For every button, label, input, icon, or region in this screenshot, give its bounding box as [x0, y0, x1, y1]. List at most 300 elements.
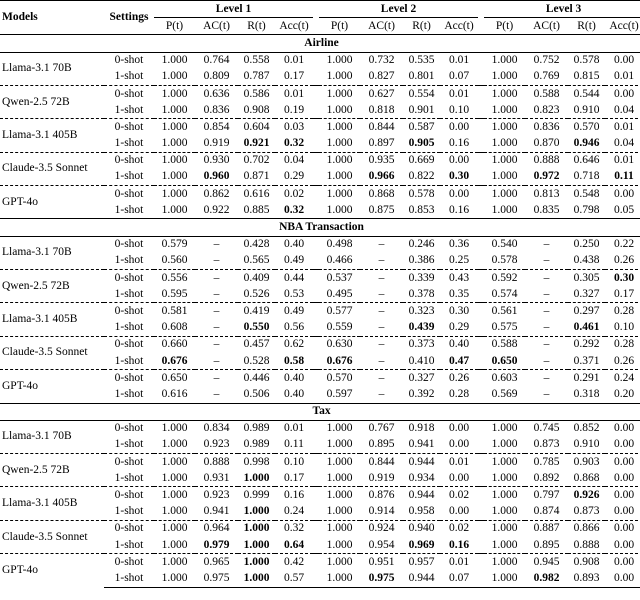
value-cell: 0.40: [440, 336, 478, 353]
value-cell: 0.01: [613, 70, 635, 83]
value-cell: –: [195, 370, 238, 387]
metric-header: P(t): [154, 18, 195, 35]
value-cell: 0.646: [568, 152, 605, 169]
value-cell: 0.10: [613, 321, 635, 334]
setting-cell: 0-shot: [104, 487, 154, 504]
value-cell: 0.941: [203, 505, 230, 518]
value-cell: 0.954: [368, 538, 395, 551]
value-cell: 1.000: [154, 520, 195, 537]
value-cell: 0.40: [283, 238, 305, 251]
value-cell: 0.446: [238, 370, 275, 387]
value-cell: 0.561: [484, 303, 525, 320]
table-row: [0, 454, 640, 471]
value-cell: 0.17: [283, 70, 305, 83]
value-cell: 0.823: [533, 103, 560, 116]
value-cell: 0.951: [360, 554, 403, 571]
value-cell: 0.01: [283, 54, 305, 67]
value-cell: 0.941: [408, 438, 435, 451]
value-cell: 0.327: [573, 287, 600, 300]
value-cell: 0.924: [360, 520, 403, 537]
table-row: [0, 186, 640, 203]
table-row: [0, 236, 640, 253]
value-cell: 0.30: [440, 303, 478, 320]
value-cell: –: [543, 254, 550, 267]
value-cell: 0.871: [243, 170, 270, 183]
model-name: Qwen-2.5 72B: [0, 454, 104, 487]
value-cell: 0.01: [440, 85, 478, 102]
value-cell: 0.07: [440, 570, 478, 587]
value-cell: 0.853: [408, 203, 435, 216]
value-cell: 0.897: [368, 137, 395, 150]
value-cell: 0.944: [403, 487, 440, 504]
value-cell: 0.378: [408, 287, 435, 300]
section-row: [0, 403, 640, 420]
value-cell: 0.989: [243, 422, 270, 435]
value-cell: 0.862: [195, 186, 238, 203]
metric-header: Acc(t): [275, 18, 313, 35]
value-cell: 0.00: [440, 152, 478, 169]
value-cell: –: [378, 254, 385, 267]
value-cell: 1.000: [326, 103, 353, 116]
value-cell: 0.20: [613, 387, 635, 400]
value-cell: 0.875: [368, 203, 395, 216]
value-cell: 0.373: [403, 336, 440, 353]
value-cell: 1.000: [154, 119, 195, 136]
value-cell: 0.02: [275, 186, 313, 203]
value-cell: 0.608: [161, 321, 188, 334]
value-cell: 1.000: [484, 454, 525, 471]
value-cell: 0.16: [448, 538, 470, 551]
value-cell: 0.01: [440, 454, 478, 471]
metric-header: AC(t): [360, 18, 403, 35]
value-cell: 0.56: [283, 321, 305, 334]
value-cell: 0.964: [195, 520, 238, 537]
setting-cell: 1-shot: [114, 287, 144, 300]
value-cell: 0.00: [613, 505, 635, 518]
value-cell: 1.000: [238, 520, 275, 537]
value-cell: 0.895: [533, 538, 560, 551]
value-cell: 0.888: [195, 454, 238, 471]
value-cell: 0.999: [238, 487, 275, 504]
value-cell: 0.892: [533, 471, 560, 484]
value-cell: 1.000: [484, 85, 525, 102]
value-cell: 0.797: [525, 487, 568, 504]
setting-cell: 0-shot: [104, 270, 154, 287]
value-cell: 0.569: [491, 387, 518, 400]
value-cell: 0.559: [326, 321, 353, 334]
value-cell: 0.64: [283, 538, 305, 551]
section-title: NBA Transaction: [0, 219, 640, 236]
table-row: [0, 52, 640, 69]
setting-cell: 1-shot: [114, 170, 144, 183]
value-cell: –: [378, 354, 385, 367]
value-cell: 0.00: [605, 186, 640, 203]
value-cell: 0.960: [203, 170, 230, 183]
setting-cell: 1-shot: [114, 538, 144, 551]
value-cell: 0.558: [243, 54, 270, 67]
value-cell: –: [195, 303, 238, 320]
value-cell: 0.00: [613, 422, 635, 435]
value-cell: 0.930: [195, 152, 238, 169]
value-cell: 0.565: [243, 254, 270, 267]
value-cell: 0.669: [403, 152, 440, 169]
value-cell: 0.813: [525, 186, 568, 203]
value-cell: 0.982: [525, 570, 568, 587]
value-cell: 0.30: [448, 170, 470, 183]
value-cell: 0.371: [573, 354, 600, 367]
value-cell: 0.29: [283, 170, 305, 183]
value-cell: 0.318: [573, 387, 600, 400]
value-cell: 0.979: [203, 538, 230, 551]
value-cell: 0.32: [275, 520, 313, 537]
value-cell: 1.000: [243, 471, 270, 484]
value-cell: 0.25: [448, 254, 470, 267]
value-cell: 1.000: [319, 487, 360, 504]
table-row: [0, 303, 640, 320]
setting-cell: 1-shot: [114, 438, 144, 451]
value-cell: 0.438: [573, 254, 600, 267]
metric-header: AC(t): [195, 18, 238, 35]
value-cell: 0.32: [283, 137, 305, 150]
metric-header: R(t): [568, 18, 605, 35]
value-cell: 1.000: [326, 538, 353, 551]
value-cell: –: [525, 270, 568, 287]
section-row: [0, 35, 640, 52]
value-cell: 0.636: [195, 85, 238, 102]
model-name: Llama-3.1 70B: [2, 246, 72, 259]
value-cell: 0.586: [238, 85, 275, 102]
value-cell: 1.000: [154, 152, 195, 169]
value-cell: 0.752: [533, 54, 560, 67]
value-cell: 1.000: [326, 70, 353, 83]
value-cell: –: [543, 287, 550, 300]
value-cell: 0.04: [613, 137, 635, 150]
value-cell: 0.323: [403, 303, 440, 320]
value-cell: 0.868: [360, 186, 403, 203]
model-name: Claude-3.5 Sonnet: [0, 336, 104, 369]
table-row: [0, 487, 640, 504]
value-cell: 0.297: [568, 303, 605, 320]
value-cell: 0.560: [161, 254, 188, 267]
setting-cell: 1-shot: [114, 354, 144, 367]
value-cell: 0.461: [573, 321, 600, 334]
value-cell: –: [543, 354, 550, 367]
value-cell: 0.579: [161, 238, 188, 251]
value-cell: 1.000: [319, 85, 360, 102]
value-cell: 1.000: [154, 554, 195, 571]
value-cell: 1.000: [326, 471, 353, 484]
value-cell: 0.931: [203, 471, 230, 484]
value-cell: 0.785: [525, 454, 568, 471]
setting-cell: 0-shot: [104, 336, 154, 353]
value-cell: 0.578: [403, 186, 440, 203]
value-cell: 1.000: [484, 554, 525, 571]
value-cell: 1.000: [491, 137, 518, 150]
value-cell: 0.676: [161, 354, 188, 367]
value-cell: 0.888: [525, 152, 568, 169]
value-cell: 1.000: [154, 186, 195, 203]
value-cell: 0.428: [243, 238, 270, 251]
value-cell: 1.000: [484, 520, 525, 537]
table-row: [0, 119, 640, 136]
model-name: Llama-3.1 405B: [0, 303, 104, 336]
value-cell: 1.000: [484, 186, 525, 203]
value-cell: 1.000: [154, 570, 195, 587]
value-cell: 0.592: [484, 270, 525, 287]
value-cell: 0.944: [403, 570, 440, 587]
value-cell: 0.526: [243, 287, 270, 300]
value-cell: 1.000: [238, 554, 275, 571]
value-cell: 0.457: [238, 336, 275, 353]
value-cell: 1.000: [243, 538, 270, 551]
value-cell: 0.588: [484, 336, 525, 353]
value-cell: 0.250: [573, 238, 600, 251]
value-cell: 0.603: [484, 370, 525, 387]
setting-cell: 0-shot: [104, 303, 154, 320]
value-cell: 1.000: [161, 538, 188, 551]
value-cell: 1.000: [491, 422, 518, 435]
value-cell: –: [195, 336, 238, 353]
value-cell: 0.305: [568, 270, 605, 287]
value-cell: 1.000: [326, 438, 353, 451]
value-cell: 0.548: [568, 186, 605, 203]
table-row: [0, 336, 640, 353]
setting-cell: 1-shot: [114, 203, 144, 216]
value-cell: 0.00: [605, 85, 640, 102]
value-cell: 0.10: [448, 103, 470, 116]
model-name: Llama-3.1 405B: [0, 119, 104, 152]
value-cell: –: [543, 387, 550, 400]
table-row: [0, 520, 640, 537]
value-cell: 0.787: [243, 70, 270, 83]
value-cell: 0.745: [533, 422, 560, 435]
value-cell: 0.989: [243, 438, 270, 451]
value-cell: 0.62: [275, 336, 313, 353]
value-cell: 0.16: [448, 203, 470, 216]
value-cell: 1.000: [484, 570, 525, 587]
value-cell: 0.53: [283, 287, 305, 300]
value-cell: 0.506: [243, 387, 270, 400]
setting-cell: 1-shot: [114, 103, 144, 116]
value-cell: 0.676: [326, 354, 353, 367]
value-cell: 0.47: [448, 354, 470, 367]
value-cell: –: [525, 303, 568, 320]
value-cell: 0.16: [448, 137, 470, 150]
value-cell: 0.00: [440, 119, 478, 136]
value-cell: –: [213, 254, 220, 267]
value-cell: 0.822: [408, 170, 435, 183]
setting-cell: 1-shot: [114, 70, 144, 83]
setting-cell: 0-shot: [104, 370, 154, 387]
value-cell: 0.02: [440, 487, 478, 504]
value-cell: 0.32: [283, 203, 305, 216]
value-cell: 0.30: [605, 270, 640, 287]
value-cell: 0.00: [605, 454, 640, 471]
value-cell: 0.764: [203, 54, 230, 67]
value-cell: 0.581: [154, 303, 195, 320]
value-cell: 0.918: [408, 422, 435, 435]
value-cell: 1.000: [161, 137, 188, 150]
value-cell: 0.868: [573, 471, 600, 484]
value-cell: 0.834: [203, 422, 230, 435]
value-cell: 0.00: [440, 186, 478, 203]
value-cell: 0.19: [283, 103, 305, 116]
value-cell: 0.01: [283, 422, 305, 435]
value-cell: 0.540: [491, 238, 518, 251]
setting-cell: 0-shot: [104, 520, 154, 537]
value-cell: –: [378, 321, 385, 334]
value-cell: 0.578: [573, 54, 600, 67]
value-cell: 0.291: [568, 370, 605, 387]
value-cell: 0.29: [448, 321, 470, 334]
value-cell: 1.000: [319, 554, 360, 571]
value-cell: 0.903: [568, 454, 605, 471]
value-cell: 0.495: [326, 287, 353, 300]
value-cell: –: [525, 370, 568, 387]
value-cell: 0.905: [408, 137, 435, 150]
setting-cell: 1-shot: [114, 137, 144, 150]
value-cell: 1.000: [238, 570, 275, 587]
value-cell: 1.000: [319, 520, 360, 537]
value-cell: 1.000: [491, 203, 518, 216]
setting-cell: 1-shot: [114, 321, 144, 334]
level-3-header: Level 3: [484, 1, 640, 18]
value-cell: 0.570: [568, 119, 605, 136]
value-cell: –: [378, 387, 385, 400]
value-cell: 1.000: [326, 137, 353, 150]
value-cell: 0.44: [275, 270, 313, 287]
value-cell: 0.544: [568, 85, 605, 102]
table-row: [0, 554, 640, 571]
value-cell: 0.866: [568, 520, 605, 537]
value-cell: 0.910: [573, 438, 600, 451]
value-cell: 0.630: [319, 336, 360, 353]
value-cell: 0.439: [408, 321, 435, 334]
value-cell: 0.17: [283, 471, 305, 484]
value-cell: 1.000: [491, 170, 518, 183]
value-cell: 1.000: [154, 85, 195, 102]
value-cell: 1.000: [161, 505, 188, 518]
value-cell: 0.00: [448, 422, 470, 435]
value-cell: 0.809: [203, 70, 230, 83]
value-cell: 0.893: [568, 570, 605, 587]
value-cell: 0.595: [161, 287, 188, 300]
value-cell: 0.535: [408, 54, 435, 67]
value-cell: 0.57: [275, 570, 313, 587]
metric-header: R(t): [238, 18, 275, 35]
value-cell: 0.844: [360, 119, 403, 136]
value-cell: 0.16: [275, 487, 313, 504]
value-cell: 0.769: [533, 70, 560, 83]
setting-cell: 0-shot: [104, 554, 154, 571]
value-cell: –: [378, 287, 385, 300]
value-cell: 0.597: [326, 387, 353, 400]
metric-header: R(t): [403, 18, 440, 35]
results-body: [0, 35, 640, 587]
value-cell: 0.908: [568, 554, 605, 571]
value-cell: 0.574: [491, 287, 518, 300]
setting-cell: 1-shot: [114, 471, 144, 484]
value-cell: 0.945: [525, 554, 568, 571]
model-name: Claude-3.5 Sonnet: [0, 152, 104, 185]
value-cell: 0.923: [195, 487, 238, 504]
model-name: GPT-4o: [0, 186, 104, 219]
setting-cell: 0-shot: [104, 119, 154, 136]
value-cell: 0.815: [573, 70, 600, 83]
setting-cell: 0-shot: [114, 422, 144, 435]
value-cell: –: [213, 387, 220, 400]
value-cell: 0.801: [408, 70, 435, 83]
value-cell: 1.000: [161, 103, 188, 116]
value-cell: 0.36: [448, 238, 470, 251]
value-cell: 0.01: [275, 85, 313, 102]
value-cell: 1.000: [243, 505, 270, 518]
value-cell: 1.000: [326, 422, 353, 435]
value-cell: 0.965: [195, 554, 238, 571]
section-row: [0, 219, 640, 236]
value-cell: 0.03: [275, 119, 313, 136]
value-cell: 1.000: [161, 70, 188, 83]
model-name: Claude-3.5 Sonnet: [0, 520, 104, 553]
value-cell: 0.410: [408, 354, 435, 367]
value-cell: 0.17: [613, 287, 635, 300]
value-cell: 1.000: [161, 422, 188, 435]
value-cell: 0.11: [614, 170, 634, 183]
value-cell: 0.923: [203, 438, 230, 451]
value-cell: 0.975: [360, 570, 403, 587]
value-cell: 0.466: [326, 254, 353, 267]
value-cell: 0.935: [360, 152, 403, 169]
section-title: Tax: [0, 403, 640, 420]
setting-cell: 0-shot: [114, 238, 144, 251]
value-cell: 0.11: [284, 438, 304, 451]
value-cell: –: [195, 270, 238, 287]
value-cell: 1.000: [154, 487, 195, 504]
value-cell: 0.575: [491, 321, 518, 334]
value-cell: 0.327: [403, 370, 440, 387]
value-cell: 1.000: [319, 119, 360, 136]
value-cell: 0.00: [613, 438, 635, 451]
value-cell: 1.000: [161, 54, 188, 67]
metric-header: P(t): [319, 18, 360, 35]
value-cell: 0.914: [368, 505, 395, 518]
value-cell: 1.000: [319, 570, 360, 587]
value-cell: 1.000: [484, 119, 525, 136]
value-cell: 0.940: [403, 520, 440, 537]
value-cell: 1.000: [491, 505, 518, 518]
value-cell: 0.627: [360, 85, 403, 102]
value-cell: 0.577: [319, 303, 360, 320]
level-2-header: Level 2: [319, 1, 478, 18]
value-cell: 0.554: [403, 85, 440, 102]
value-cell: 1.000: [491, 538, 518, 551]
value-cell: 0.969: [408, 538, 435, 551]
value-cell: –: [360, 336, 403, 353]
value-cell: 1.000: [161, 471, 188, 484]
value-cell: 0.01: [440, 554, 478, 571]
value-cell: 0.885: [243, 203, 270, 216]
model-name: Qwen-2.5 72B: [0, 85, 104, 118]
model-name: Llama-3.1 70B: [2, 430, 72, 443]
value-cell: 0.246: [408, 238, 435, 251]
metric-header: Acc(t): [440, 18, 478, 35]
models-header: Models: [0, 1, 104, 35]
value-cell: 0.966: [368, 170, 395, 183]
value-cell: 0.888: [573, 538, 600, 551]
model-name: GPT-4o: [0, 554, 104, 587]
model-name: Qwen-2.5 72B: [0, 270, 104, 303]
value-cell: 1.000: [326, 54, 353, 67]
